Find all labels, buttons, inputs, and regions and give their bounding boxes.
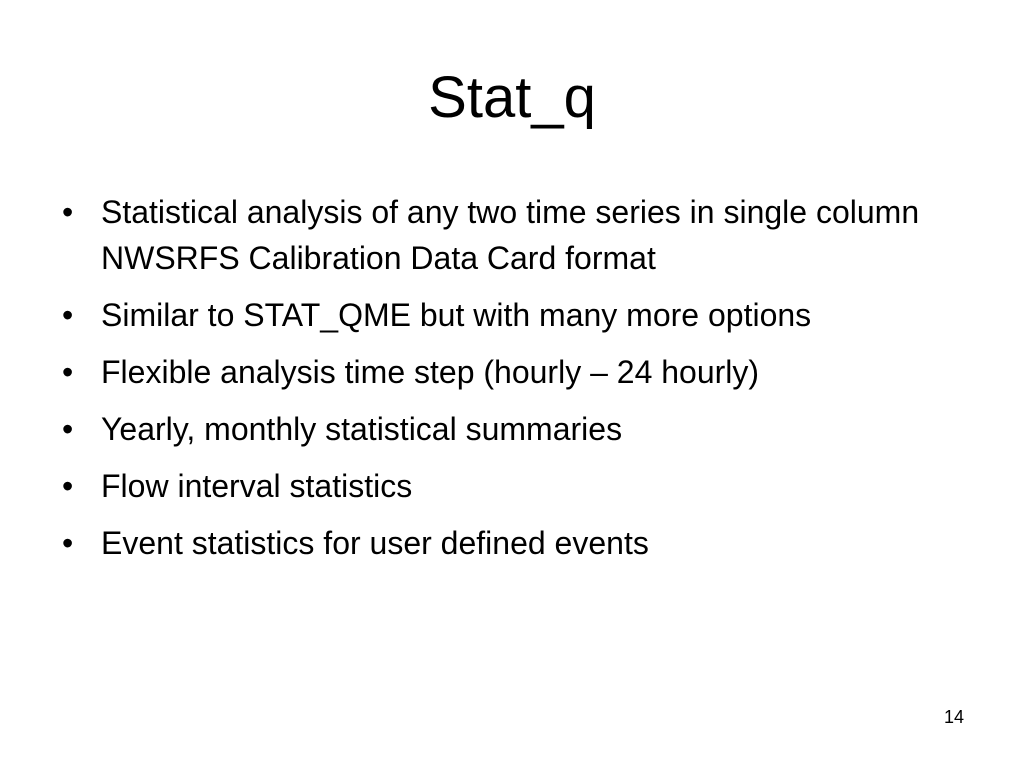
bullet-text: Event statistics for user defined events [101,525,649,561]
bullet-text: Flexible analysis time step (hourly – 24 hourly) [101,354,760,390]
bullet-icon: • [62,411,74,447]
bullet-icon: • [62,297,74,333]
bullet-item [62,520,962,566]
bullet-icon: • [62,525,74,561]
bullet-item [62,292,962,338]
bullet-text: Statistical analysis of any two time series in single column NWSRFS Calibration Data Card format [101,194,920,276]
bullet-item [62,349,962,395]
bullet-icon: • [62,468,74,504]
bullet-list [62,189,962,577]
bullet-text: Flow interval statistics [101,468,413,504]
bullet-icon: • [62,194,74,230]
bullet-item [62,406,962,452]
bullet-icon: • [62,354,74,390]
bullet-text: Similar to STAT_QME but with many more options [101,297,812,333]
bullet-text: Yearly, monthly statistical summaries [101,411,623,447]
bullet-item [62,189,962,281]
page-number: 14 [943,707,964,727]
slide-title: Stat_q [428,65,596,130]
bullet-item [62,463,962,509]
